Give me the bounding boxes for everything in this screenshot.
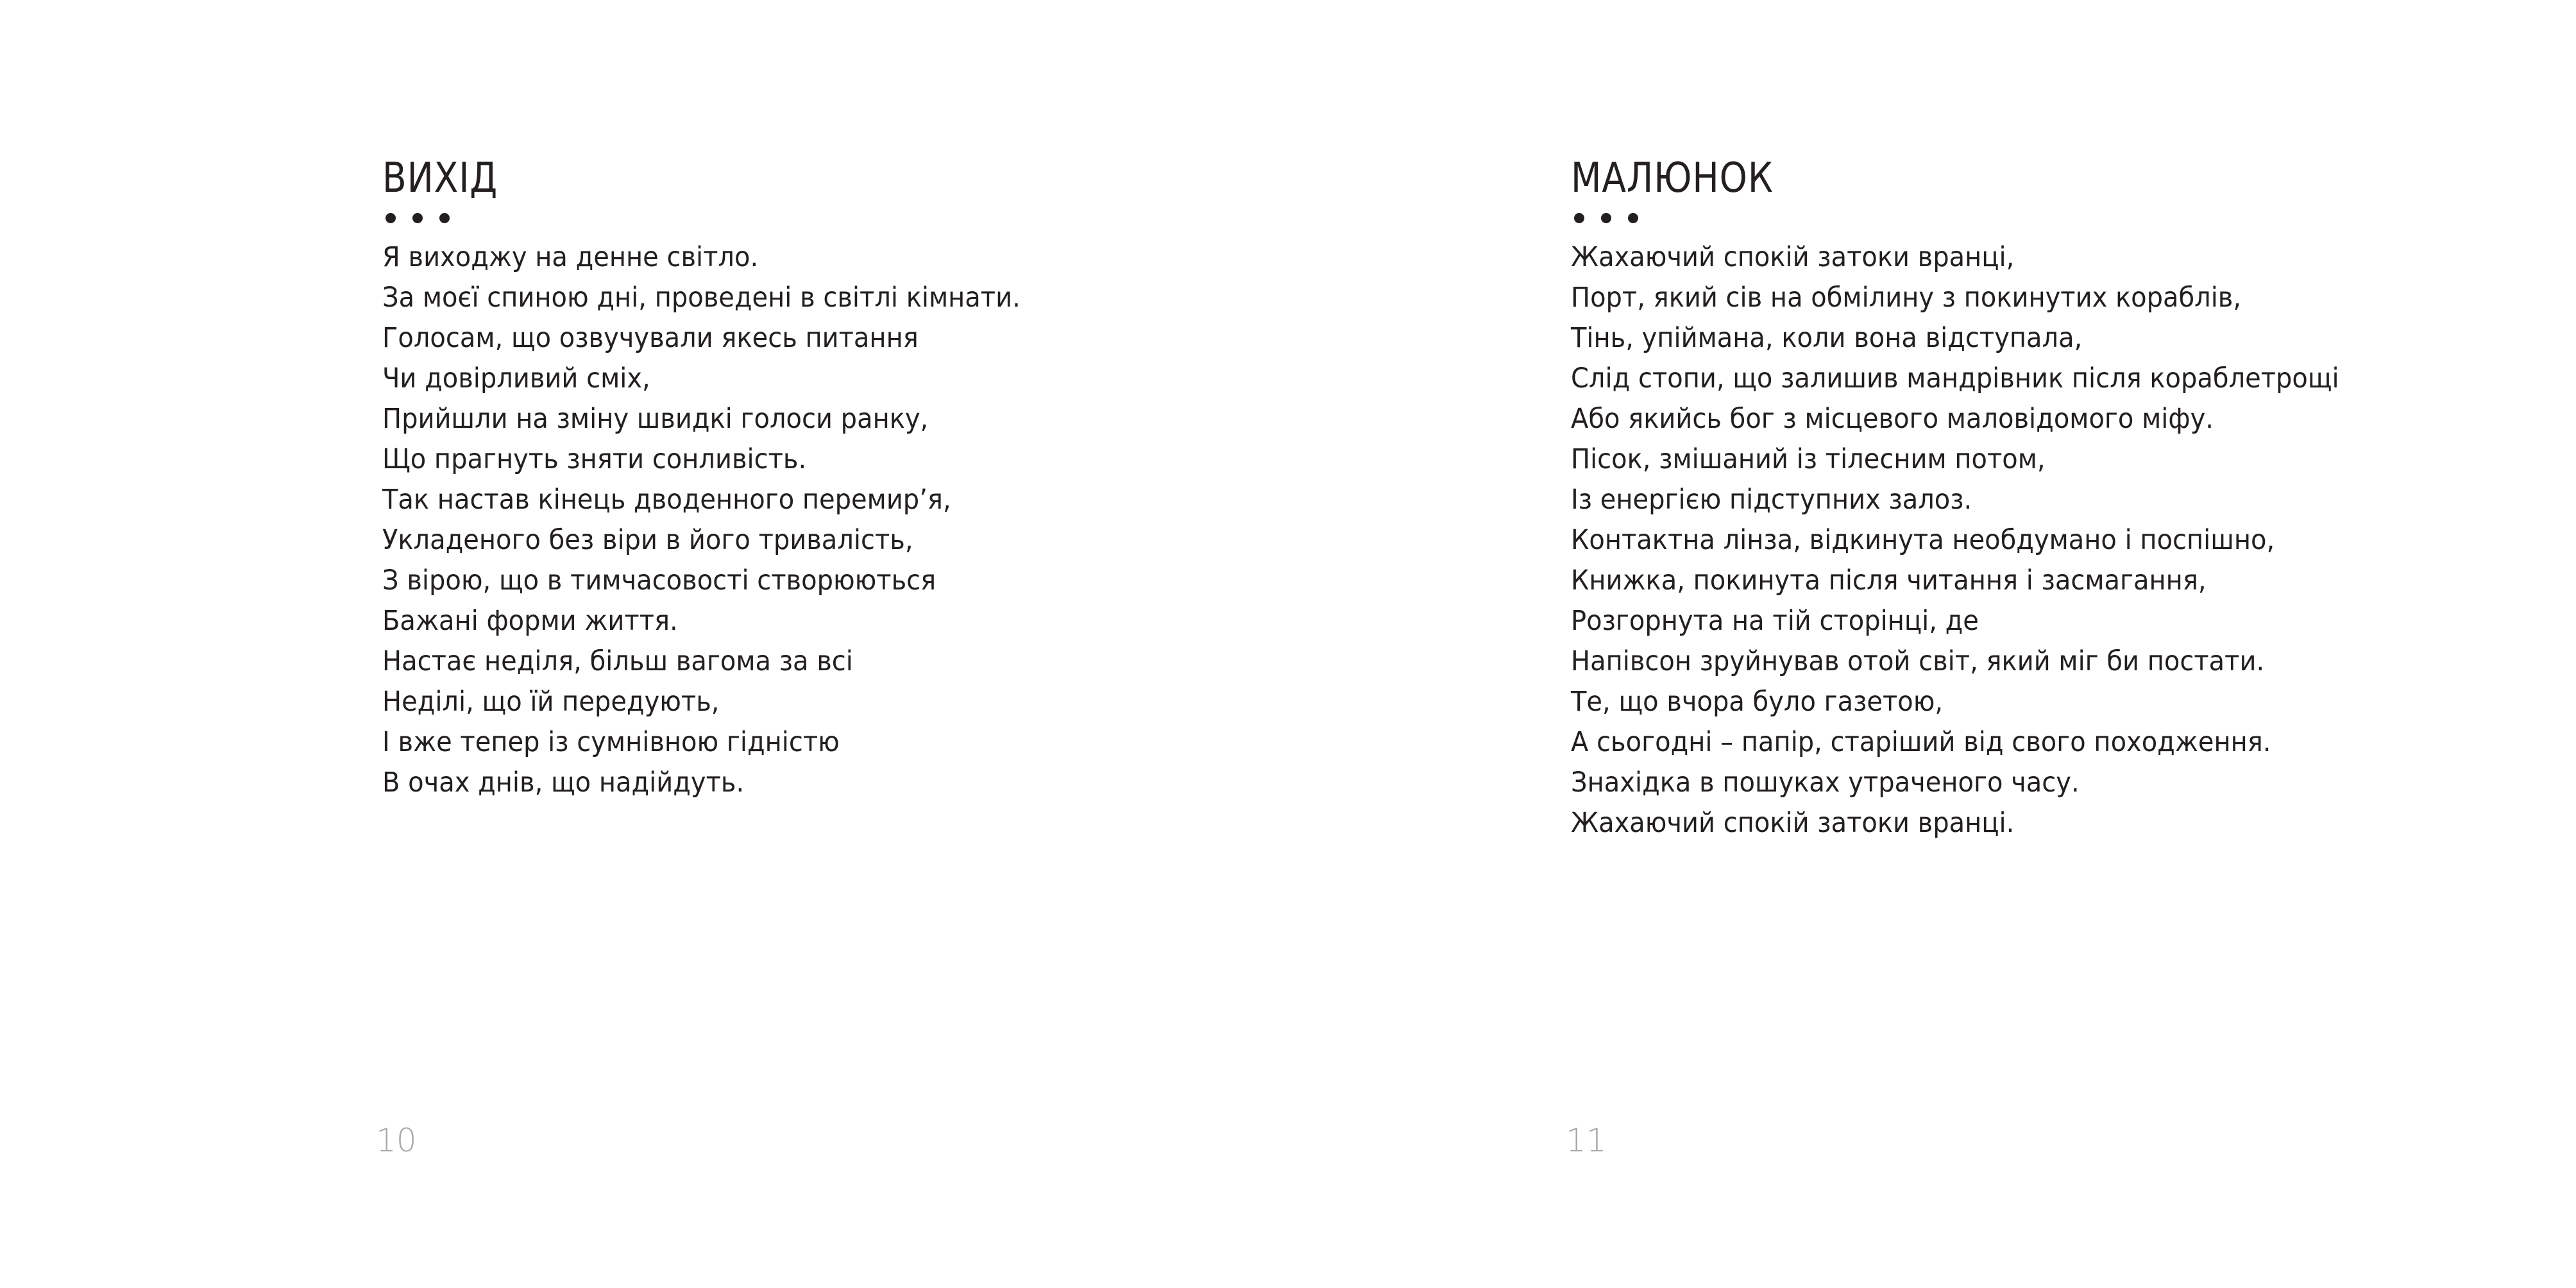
poem-line: Слід стопи, що залишив мандрівник після кораблетрощі [1571,362,2339,394]
poem-line: Неділі, що їй передують, [382,686,720,718]
poem-line: Напівсон зруйнував отой світ, який міг би постати. [1571,645,2265,677]
ornament-dot [439,213,450,223]
ornament-dot [412,213,423,223]
title-ornament-dots [1571,203,2576,233]
poem-line: Що прагнуть зняти сонливість. [382,443,807,475]
poem-line: В очах днів, що надійдуть. [382,767,745,799]
ornament-dot [1601,213,1611,223]
poem-line: Із енергією підступних залоз. [1571,484,1972,516]
poem-line: Пісок, змішаний із тілесним потом, [1571,443,2046,475]
poem-lines [382,237,1409,803]
right-page [1288,0,2576,1288]
poem-line: З вірою, що в тимчасовості створюються [382,564,936,597]
poem-line: Голосам, що озвучували якесь питання [382,322,919,354]
poem-line: Контактна лінза, відкинута необдумано і поспішно, [1571,524,2275,556]
poem-line: Розгорнута на тій сторінці, де [1571,605,1979,637]
page-number: 10 [376,1122,417,1159]
ornament-dot [1628,213,1638,223]
poem-line: Я виходжу на денне світло. [382,241,759,273]
poem-line: Прийшли на зміну швидкі голоси ранку, [382,403,929,435]
ornament-dot [386,213,396,223]
poem-line: Книжка, покинута після читання і засмагання, [1571,564,2207,597]
poem-line: Настає неділя, більш вагома за всі [382,645,853,677]
poem-line: Так настав кінець дводенного перемир’я, [382,484,951,516]
poem-line: Чи довірливий сміх, [382,362,650,394]
title-ornament-dots [382,203,1409,233]
ornament-dot [1574,213,1584,223]
poem-line: Жахаючий спокій затоки вранці. [1571,807,2015,839]
poem-line: Бажані форми життя. [382,605,678,637]
poem-line: Порт, який сів на обмілину з покинутих кораблів, [1571,282,2242,314]
poem-line: Жахаючий спокій затоки вранці, [1571,241,2015,273]
poem [1571,153,2576,843]
poem-line: Тінь, упіймана, коли вона відступала, [1571,322,2083,354]
poem-line: А сьогодні – папір, старіший від свого походження. [1571,726,2271,758]
poem-line: Знахідка в пошуках утраченого часу. [1571,767,2080,799]
poem-title: ВИХІД [382,155,498,202]
poem-line: Те, що вчора було газетою, [1571,686,1944,718]
poem-line: І вже тепер із сумнівною гідністю [382,726,840,758]
poem-line: За моєї спиною дні, проведені в світлі кімнати. [382,282,1021,314]
poem-title: МАЛЮНОК [1571,155,1774,202]
poem-lines [1571,237,2576,843]
poem-line: Або якийсь бог з місцевого маловідомого міфу. [1571,403,2214,435]
poem [382,153,1409,803]
poem-line: Укладеного без віри в його тривалість, [382,524,913,556]
page-number: 11 [1566,1122,1607,1159]
